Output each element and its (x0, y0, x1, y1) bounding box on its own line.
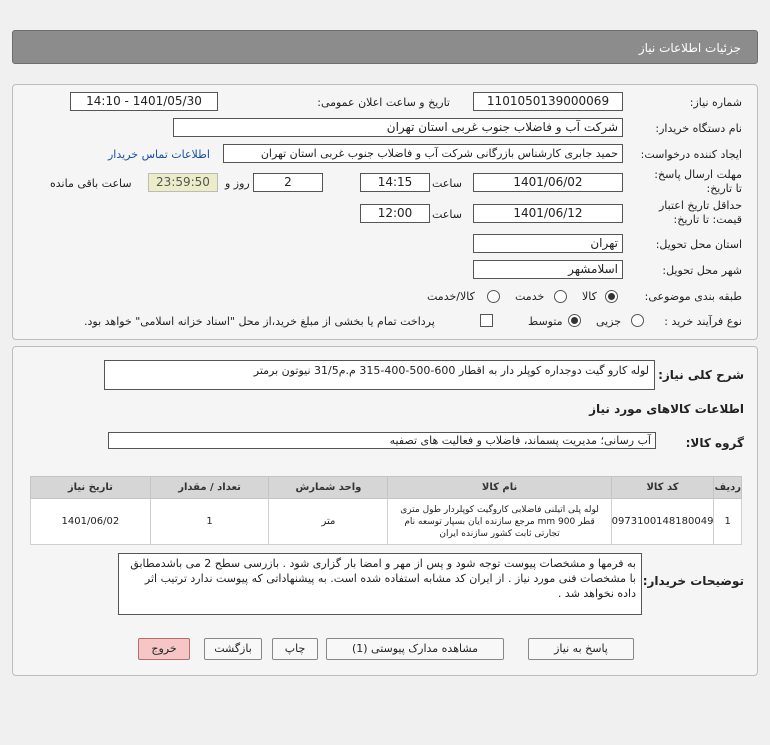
category-option-goods: کالا (582, 290, 597, 303)
purchase-radio-medium[interactable] (568, 314, 581, 327)
deadline-time-field: 14:15 (360, 173, 430, 192)
row-code: 0973100148180049 (611, 499, 714, 545)
purchase-option-minor: جزیی (596, 315, 622, 328)
remaining-label: ساعت باقی مانده (50, 177, 132, 190)
province-field: تهران (473, 234, 623, 253)
goods-group-field: آب رسانی؛ مدیریت پسماند، فاضلاب و فعالیت های تصفیه (108, 432, 656, 449)
col-date: تاریخ نیاز (31, 477, 151, 499)
city-label: شهر محل تحویل: (662, 264, 742, 277)
contact-buyer-link[interactable]: اطلاعات تماس خریدار (108, 148, 210, 161)
summary-label: شرح کلی نیاز: (658, 368, 744, 382)
row-name: لوله پلی اتیلنی فاضلابی کاروگیت کوپلردار طول متری قطر 900 mm مرجع سازنده ایان بسپار توسعه نام تجارتی ثابت کشور سازنده ایران (388, 499, 611, 545)
reply-button[interactable]: پاسخ به نیاز (528, 638, 634, 660)
announce-field: 1401/05/30 - 14:10 (70, 92, 218, 111)
items-table-wrap (30, 476, 742, 545)
purchase-type-label: نوع فرآیند خرید : (664, 315, 742, 328)
col-code: کد کالا (611, 477, 714, 499)
items-table-header (31, 477, 742, 499)
col-index: ردیف (714, 477, 742, 499)
need-number-label: شماره نیاز: (689, 96, 742, 109)
row-unit: متر (269, 499, 388, 545)
remaining-time-field: 23:59:50 (148, 173, 218, 192)
summary-field: لوله کارو گیت دوجداره کوپلر دار به اقطار 600-500-400-315 م.م31/5 نیوتون برمتر (104, 360, 655, 390)
treasury-note: پرداخت تمام یا بخشی از مبلغ خرید،از محل "اسناد خزانه اسلامی" خواهد بود. (84, 315, 435, 328)
purchase-option-medium: متوسط (528, 315, 563, 328)
category-option-service: خدمت (515, 290, 545, 303)
purchase-radio-minor[interactable] (631, 314, 644, 327)
category-option-goods-service: کالا/خدمت (427, 290, 475, 303)
category-radio-goods-service[interactable] (487, 290, 500, 303)
category-radio-goods[interactable] (605, 290, 618, 303)
table-row[interactable] (31, 499, 742, 545)
announce-label: تاریخ و ساعت اعلان عمومی: (317, 96, 450, 109)
row-index: 1 (714, 499, 742, 545)
category-radio-service[interactable] (554, 290, 567, 303)
validity-date-field: 1401/06/12 (473, 204, 623, 223)
category-label: طبقه بندی موضوعی: (644, 290, 742, 303)
page-header (12, 30, 758, 64)
deadline-time-label: ساعت (432, 177, 462, 190)
back-button[interactable]: بازگشت (204, 638, 262, 660)
city-field: اسلامشهر (473, 260, 623, 279)
days-label: روز و (225, 177, 250, 190)
goods-section-title: اطلاعات کالاهای مورد نیاز (589, 402, 744, 416)
buyer-notes-label: توضیحات خریدار: (642, 574, 744, 588)
print-button[interactable]: چاپ (272, 638, 318, 660)
deadline-date-field: 1401/06/02 (473, 173, 623, 192)
buyer-org-label: نام دستگاه خریدار: (655, 122, 742, 135)
creator-label: ایجاد کننده درخواست: (640, 148, 742, 161)
page-title: جزئیات اطلاعات نیاز (638, 41, 741, 55)
deadline-label: مهلت ارسال پاسخ: تا تاریخ: (654, 168, 742, 195)
validity-time-field: 12:00 (360, 204, 430, 223)
col-unit: واحد شمارش (269, 477, 388, 499)
items-table (30, 476, 742, 545)
validity-time-label: ساعت (432, 208, 462, 221)
attachments-button[interactable]: مشاهده مدارک پیوستی (1) (326, 638, 504, 660)
need-number-field: 1101050139000069 (473, 92, 623, 111)
creator-field: حمید جابری کارشناس بازرگانی شرکت آب و فاضلاب جنوب غربی استان تهران (223, 144, 623, 163)
row-date: 1401/06/02 (31, 499, 151, 545)
treasury-checkbox[interactable] (480, 314, 493, 327)
goods-group-label: گروه کالا: (685, 436, 744, 450)
row-qty: 1 (150, 499, 269, 545)
col-qty: تعداد / مقدار (150, 477, 269, 499)
exit-button[interactable]: خروج (138, 638, 190, 660)
validity-label: حداقل تاریخ اعتبار قیمت: تا تاریخ: (658, 199, 742, 226)
days-field: 2 (253, 173, 323, 192)
buyer-notes-field: به فرمها و مشخصات پیوست توجه شود و پس از مهر و امضا بار گزاری شود . بازرسی سطح 2 می باشدمطابق با مشخصات فنی مورد نیاز . از ایران کد مشابه استفاده شده است. به پیشنهاداتی که پیوست ندارد ترتیب اثر داده نخواهد شد . (118, 553, 642, 615)
col-name: نام کالا (388, 477, 611, 499)
buyer-org-field: شرکت آب و فاضلاب جنوب غربی استان تهران (173, 118, 623, 137)
province-label: استان محل تحویل: (655, 238, 742, 251)
